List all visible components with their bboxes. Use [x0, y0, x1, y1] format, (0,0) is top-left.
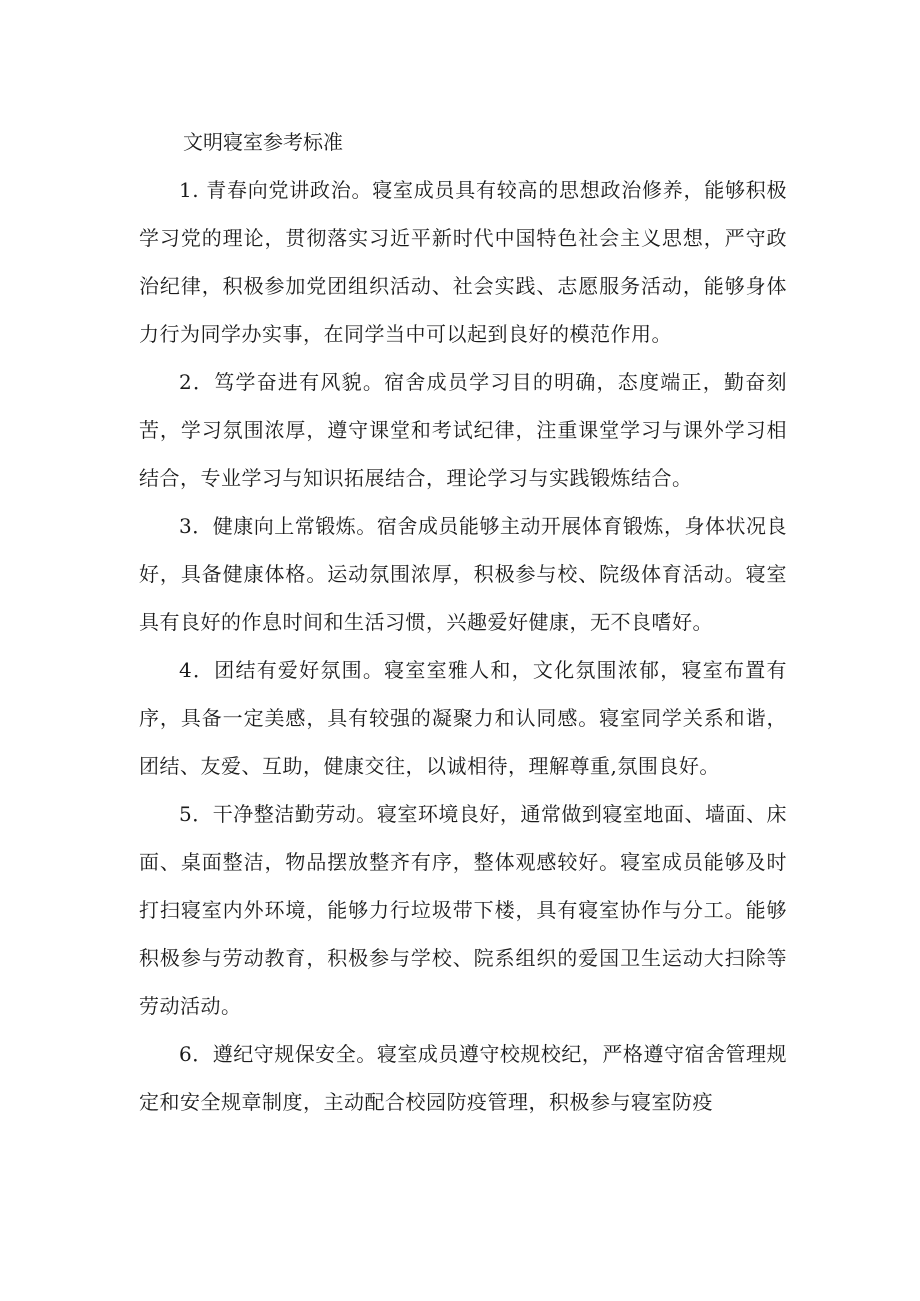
document-title: 文明寝室参考标准	[183, 130, 343, 154]
document-body	[139, 118, 787, 1126]
paragraph-politics: 1. 青春向党讲政治。寝室成员具有较高的思想政治修养，能够积极学习党的理论，贯彻落实习近平新时代中国特色社会主义思想，严守政治纪律，积极参加党团组织活动、社会实践、志愿服务活动，能够身体力行为同学办实事，在同学当中可以起到良好的模范作用。	[139, 178, 787, 346]
paragraph-exercise: 3．健康向上常锻炼。宿舍成员能够主动开展体育锻炼，身体状况良好，具备健康体格。运动氛围浓厚，积极参与校、院级体育活动。寝室具有良好的作息时间和生活习惯，兴趣爱好健康，无不良嗜好。	[139, 514, 787, 634]
paragraph-study: 2．笃学奋进有风貌。宿舍成员学习目的明确，态度端正，勤奋刻苦，学习氛围浓厚，遵守课堂和考试纪律，注重课堂学习与课外学习相结合，专业学习与知识拓展结合，理论学习与实践锻炼结合。	[139, 370, 787, 490]
paragraph-safety: 6．遵纪守规保安全。寝室成员遵守校规校纪，严格遵守宿舍管理规定和安全规章制度，主动配合校园防疫管理，积极参与寝室防疫	[139, 1042, 787, 1114]
paragraph-unity: 4．团结有爱好氛围。寝室室雅人和，文化氛围浓郁，寝室布置有序，具备一定美感，具有较强的凝聚力和认同感。寝室同学关系和谐，团结、友爱、互助，健康交往，以诚相待，理解尊重,氛围良好。	[139, 658, 787, 778]
paragraph-cleanliness: 5．干净整洁勤劳动。寝室环境良好，通常做到寝室地面、墙面、床面、桌面整洁，物品摆放整齐有序，整体观感较好。寝室成员能够及时打扫寝室内外环境，能够力行垃圾带下楼，具有寝室协作与分工。能够积极参与劳动教育，积极参与学校、院系组织的爱国卫生运动大扫除等劳动活动。	[139, 802, 787, 1018]
